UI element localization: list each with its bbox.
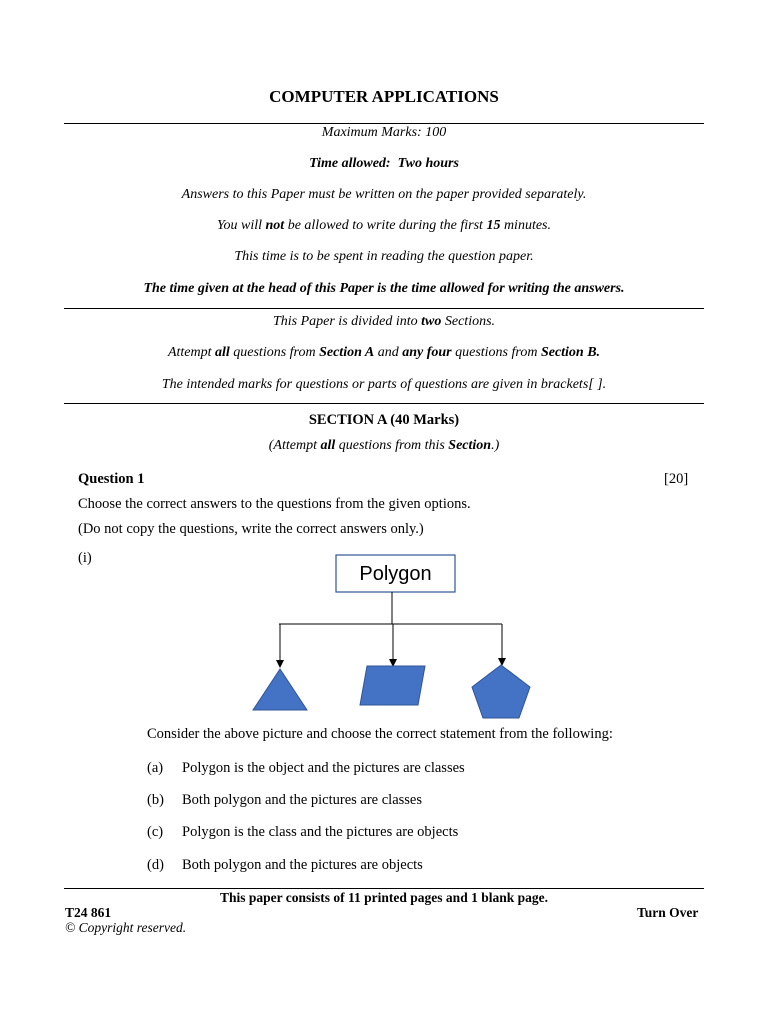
time-given-line: The time given at the head of this Paper is the time allowed for writing the answers. xyxy=(143,281,625,296)
parallelogram-shape xyxy=(360,666,425,705)
reading-not: not xyxy=(265,218,285,233)
reading-time-line: This time is to be spent in reading the question paper. xyxy=(234,249,534,264)
attempt-text-4: questions from xyxy=(455,345,538,360)
triangle-shape xyxy=(253,669,307,710)
intended-marks-line: The intended marks for questions or parts of questions are given in brackets[ ]. xyxy=(161,377,607,392)
attempt-all: all xyxy=(214,345,230,360)
max-marks: Maximum Marks: 100 xyxy=(321,125,447,140)
pentagon-shape xyxy=(472,665,530,718)
divided-two: two xyxy=(421,314,442,329)
question-1-line-1: Choose the correct answers to the questions from the given options. xyxy=(78,496,471,512)
paper-code: T24 861 xyxy=(65,905,112,920)
option-a-key: (a) xyxy=(147,760,164,776)
reading-text-1: You will xyxy=(217,218,263,233)
option-b-text: Both polygon and the pictures are classes xyxy=(182,792,422,808)
turn-over: Turn Over xyxy=(637,905,699,920)
footer-divider xyxy=(64,888,704,889)
option-b-key: (b) xyxy=(147,792,164,808)
option-a-text: Polygon is the object and the pictures are classes xyxy=(182,760,465,776)
time-allowed-label: Time allowed: xyxy=(309,156,391,171)
attempt-text-3: and xyxy=(377,345,399,360)
reading-text-3: minutes. xyxy=(503,218,551,233)
paper-title: COMPUTER APPLICATIONS xyxy=(269,87,499,106)
section-a-sub-open: (Attempt xyxy=(268,438,317,453)
option-c-text: Polygon is the class and the pictures are objects xyxy=(182,824,459,840)
question-1-label: Question 1 xyxy=(78,471,145,487)
copyright-note: © Copyright reserved. xyxy=(65,920,187,935)
section-a-sub-close: .) xyxy=(491,438,500,453)
section-a-heading: SECTION A (40 Marks) xyxy=(308,412,460,428)
question-1-marks: [20] xyxy=(664,471,689,487)
attempt-any-four: any four xyxy=(402,345,452,360)
option-d-text: Both polygon and the pictures are objects xyxy=(182,857,423,873)
reading-text-2: be allowed to write during the first xyxy=(287,218,483,233)
reading-15: 15 xyxy=(486,218,501,233)
section-a-sub-mid: questions from this xyxy=(338,438,445,453)
attempt-text-2: questions from xyxy=(233,345,316,360)
attempt-text-1: Attempt xyxy=(167,345,212,360)
answers-line: Answers to this Paper must be written on the paper provided separately. xyxy=(181,187,587,202)
part-i-label: (i) xyxy=(78,550,92,566)
question-prompt: Consider the above picture and choose the correct statement from the following: xyxy=(147,726,613,742)
divided-text-1: This Paper is divided into xyxy=(272,314,418,329)
divided-text-2: Sections. xyxy=(444,314,496,329)
option-c-key: (c) xyxy=(147,824,164,840)
attempt-section-b: Section B. xyxy=(540,345,601,360)
section-a-sub-all: all xyxy=(320,438,336,453)
time-allowed-value: Two hours xyxy=(397,156,459,171)
option-d-key: (d) xyxy=(147,857,164,873)
question-1-line-2: (Do not copy the questions, write the correct answers only.) xyxy=(78,521,424,537)
attempt-section-a: Section A xyxy=(319,345,375,360)
section-a-sub-section: Section xyxy=(448,438,492,453)
polygon-class-label: Polygon xyxy=(359,563,432,585)
pages-note: This paper consists of 11 printed pages and 1 blank page. xyxy=(220,890,548,905)
